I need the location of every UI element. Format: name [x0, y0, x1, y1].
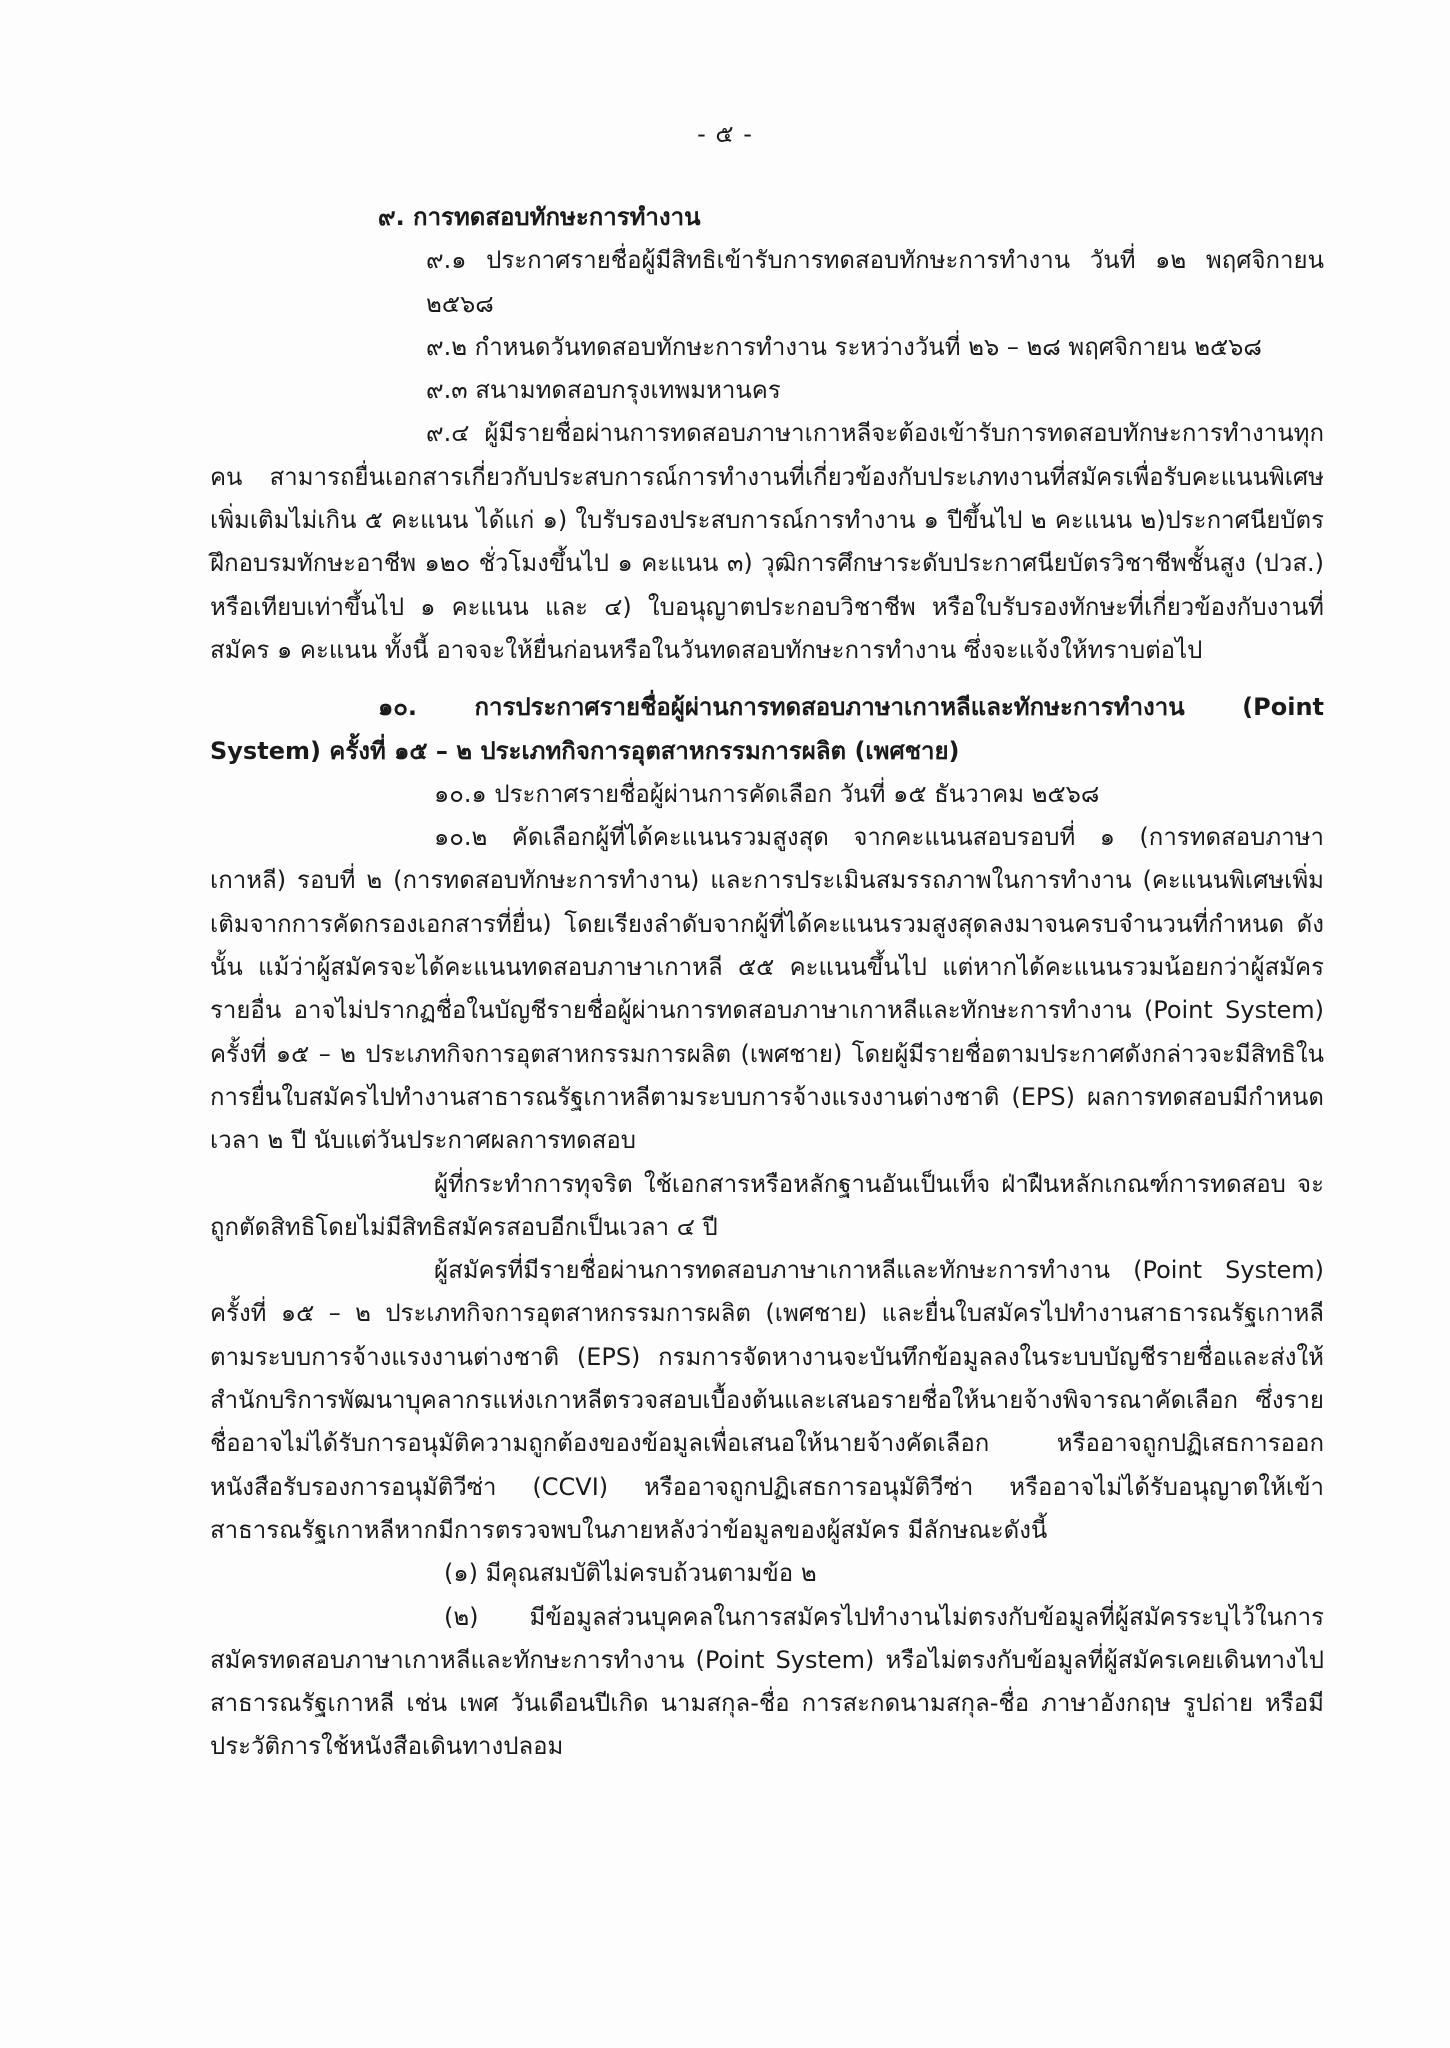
section-9-3: ๙.๓ สนามทดสอบกรุงเทพมหานคร [426, 376, 781, 405]
section-9-4: ๙.๔ ผู้มีรายชื่อผ่านการทดสอบภาษาเกาหลีจะต้องเข้ารับการทดสอบทักษะการทำงานทุกคน สามารถยื่นเอกสารเกี่ยวกับประสบการณ์การทำงานที่เกี่ยวข้องกับประเภทงานที่สมัครเพื่อรับคะแนนพิเศษเพิ่มเติมไม่เกิน ๕ คะแนน ได้แก่ ๑) ใบรับรองประสบการณ์การทำงาน ๑ ปีขึ้นไป ๒ คะแนน ๒)ประกาศนียบัตรฝึกอบรมทักษะอาชีพ ๑๒๐ ชั่วโมงขึ้นไป ๑ คะแนน ๓) วุฒิการศึกษาระดับประกาศนียบัตรวิชาชีพชั้นสูง (ปวส.) หรือเทียบเท่าขึ้นไป ๑ คะแนน และ ๔) ใบอนุญาตประกอบวิชาชีพ หรือใบรับรองทักษะที่เกี่ยวข้องกับงานที่สมัคร ๑ คะแนน ทั้งนี้ อาจจะให้ยื่นก่อนหรือในวันทดสอบทักษะการทำงาน ซึ่งจะแจ้งให้ทราบต่อไป [210, 419, 1324, 664]
condition-2: (๒) มีข้อมูลส่วนบุคคลในการสมัครไปทำงานไม่ตรงกับข้อมูลที่ผู้สมัครระบุไว้ในการสมัครทดสอบภาษาเกาหลีและทักษะการทำงาน (Point System) หรือไม่ตรงกับข้อมูลที่ผู้สมัครเคยเดินทางไปสาธารณรัฐเกาหลี เช่น เพศ วันเดือนปีเกิด นามสกุล-ชื่อ การสะกดนามสกุล-ชื่อ ภาษาอังกฤษ รูปถ่าย หรือมีประวัติการใช้หนังสือเดินทางปลอม [210, 1602, 1324, 1761]
section-10-heading: ๑๐. การประกาศรายชื่อผู้ผ่านการทดสอบภาษาเกาหลีและทักษะการทำงาน (Point System) ครั้งที่ ๑๕ – ๒ ประเภทกิจการอุตสาหกรรมการผลิต (เพศชาย) [210, 693, 1324, 765]
section-9-1: ๙.๑ ประกาศรายชื่อผู้มีสิทธิเข้ารับการทดสอบทักษะการทำงาน วันที่ ๑๒ พฤศจิกายน ๒๕๖๘ [426, 246, 1324, 318]
document-body [210, 196, 1324, 1769]
page-number: - ๕ - [697, 120, 753, 148]
section-10-1: ๑๐.๑ ประกาศรายชื่อผู้ผ่านการคัดเลือก วันที่ ๑๕ ธันวาคม ๒๕๖๘ [434, 779, 1100, 808]
section-9-2: ๙.๒ กำหนดวันทดสอบทักษะการทำงาน ระหว่างวันที่ ๒๖ – ๒๘ พฤศจิกายน ๒๕๖๘ [426, 332, 1262, 361]
section-9-heading: ๙. การทดสอบทักษะการทำงาน [378, 203, 701, 231]
applicants-paragraph: ผู้สมัครที่มีรายชื่อผ่านการทดสอบภาษาเกาหลีและทักษะการทำงาน (Point System) ครั้งที่ ๑๕ – ๒ ประเภทกิจการอุตสาหกรรมการผลิต (เพศชาย) และยื่นใบสมัครไปทำงานสาธารณรัฐเกาหลีตามระบบการจ้างแรงงานต่างชาติ (EPS) กรมการจัดหางานจะบันทึกข้อมูลลงในระบบบัญชีรายชื่อและส่งให้สำนักบริการพัฒนาบุคลากรแห่งเกาหลีตรวจสอบเบื้องต้นและเสนอรายชื่อให้นายจ้างพิจารณาคัดเลือก ซึ่งรายชื่ออาจไม่ได้รับการอนุมัติความถูกต้องของข้อมูลเพื่อเสนอให้นายจ้างคัดเลือก หรืออาจถูกปฏิเสธการออกหนังสือรับรองการอนุมัติวีซ่า (CCVI) หรืออาจถูกปฏิเสธการอนุมัติวีซ่า หรืออาจไม่ได้รับอนุญาตให้เข้าสาธารณรัฐเกาหลีหากมีการตรวจพบในภายหลังว่าข้อมูลของผู้สมัคร มีลักษณะดังนี้ [210, 1256, 1324, 1544]
section-10-2: ๑๐.๒ คัดเลือกผู้ที่ได้คะแนนรวมสูงสุด จากคะแนนสอบรอบที่ ๑ (การทดสอบภาษาเกาหลี) รอบที่ ๒ (การทดสอบทักษะการทำงาน) และการประเมินสมรรถภาพในการทำงาน (คะแนนพิเศษเพิ่มเติมจากการคัดกรองเอกสารที่ยื่น) โดยเรียงลำดับจากผู้ที่ได้คะแนนรวมสูงสุดลงมาจนครบจำนวนที่กำหนด ดังนั้น แม้ว่าผู้สมัครจะได้คะแนนทดสอบภาษาเกาหลี ๕๕ คะแนนขึ้นไป แต่หากได้คะแนนรวมน้อยกว่าผู้สมัครรายอื่น อาจไม่ปรากฏชื่อในบัญชีรายชื่อผู้ผ่านการทดสอบภาษาเกาหลีและทักษะการทำงาน (Point System) ครั้งที่ ๑๕ – ๒ ประเภทกิจการอุตสาหกรรมการผลิต (เพศชาย) โดยผู้มีรายชื่อตามประกาศดังกล่าวจะมีสิทธิในการยื่นใบสมัครไปทำงานสาธารณรัฐเกาหลีตามระบบการจ้างแรงงานต่างชาติ (EPS) ผลการทดสอบมีกำหนดเวลา ๒ ปี นับแต่วันประกาศผลการทดสอบ [210, 823, 1324, 1155]
condition-1: (๑) มีคุณสมบัติไม่ครบถ้วนตามข้อ ๒ [444, 1559, 817, 1588]
fraud-paragraph: ผู้ที่กระทำการทุจริต ใช้เอกสารหรือหลักฐานอันเป็นเท็จ ฝ่าฝืนหลักเกณฑ์การทดสอบ จะถูกตัดสิทธิโดยไม่มีสิทธิสมัครสอบอีกเป็นเวลา ๔ ปี [210, 1169, 1324, 1241]
